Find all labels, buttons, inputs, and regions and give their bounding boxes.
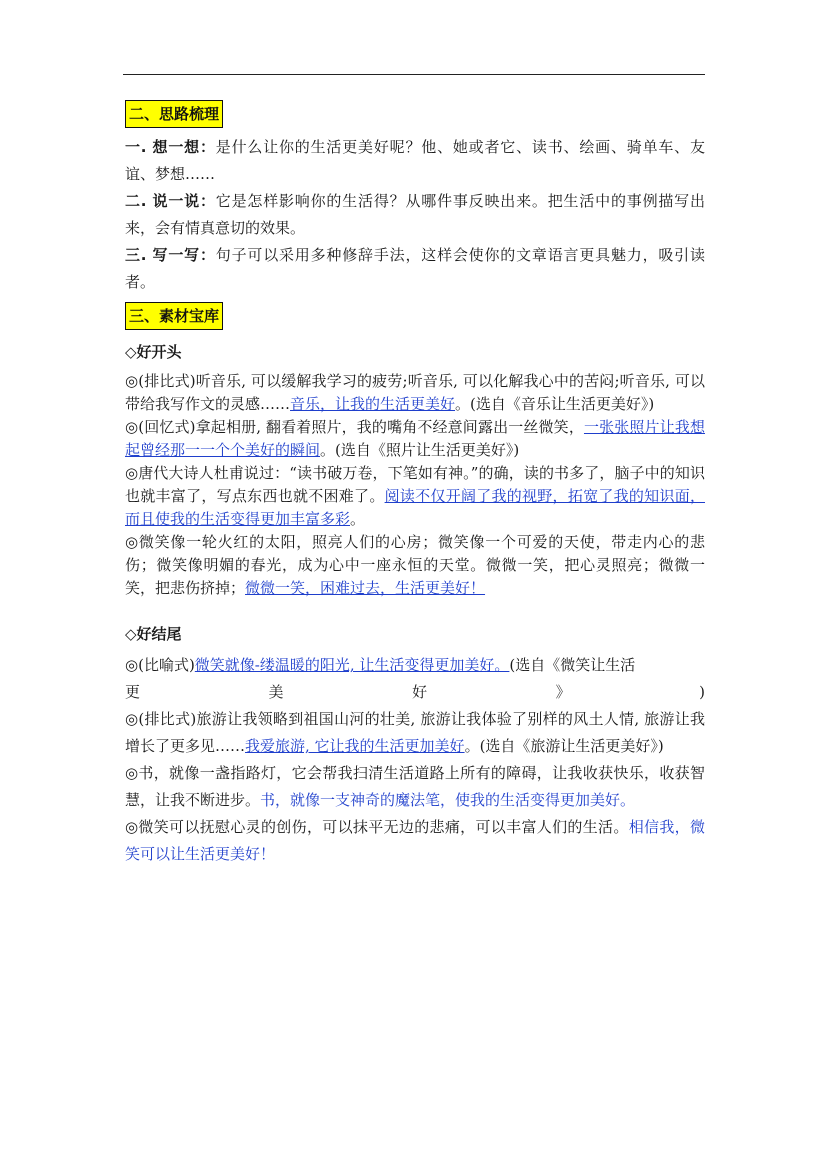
ending-paragraph-4: ◎微笑可以抚慰心灵的创伤，可以抹平无边的悲痛，可以丰富人们的生活。相信我，微笑可以让生活更美好！ [125,818,705,863]
ending-paragraph-3: ◎书，就像一盏指路灯，它会帮我扫清生活道路上所有的障碍，让我收获快乐，收获智慧，让我不断进步。书，就像一支神奇的魔法笔，使我的生活变得更加美好。 [125,764,705,809]
opening-paragraph-1: ◎(排比式)听音乐, 可以缓解我学习的疲劳;听音乐, 可以化解我心中的苦闷;听音乐, 可以带给我写作文的灵感……音乐，让我的生活更美好。(选自《音乐让生活更美好》) [125,372,705,413]
ending-paragraph-2: ◎(排比式)旅游让我领略到祖国山河的壮美, 旅游让我体验了别样的风土人情, 旅游让我增长了更多见……我爱旅游, 它让我的生活更加美好。(选自《旅游让生活更美好》) [125,710,705,755]
good-opening-title: ◇好开头 [125,343,182,361]
section-heading-outline: 二、思路梳理 [125,100,223,128]
good-ending-title: ◇好结尾 [125,625,182,643]
say-item [125,188,705,242]
ending-paragraph-1-line2: 更 美 好 》 ) [125,683,705,701]
ending-link-1[interactable]: 微笑就像-缕温暖的阳光, 让生活变得更加美好。 [194,656,510,674]
opening-link-2[interactable]: 一张张照片让我想起曾经那一一个个美好的瞬间 [125,418,705,459]
think-text: 是什么让你的生活更美好呢？他、她或者它、读书、绘画、骑单车、友谊、梦想…… [125,138,705,183]
write-label: 三. 写一写： [125,246,216,264]
opening-paragraph-2: ◎(回忆式)拿起相册, 翻看着照片，我的嘴角不经意间露出一丝微笑，一张张照片让我想起曾经那一一个个美好的瞬间。(选自《照片让生活更美好》) [125,418,705,459]
opening-paragraph-3: ◎唐代大诗人杜甫说过：“读书破万卷，下笔如有神。”的确，读的书多了，脑子中的知识也就丰富了，写点东西也就不困难了。阅读不仅开阔了我的视野，拓宽了我的知识面，而且使我的生活变得更加丰富多彩。 [125,464,705,528]
think-item [125,134,705,188]
opening-link-1[interactable]: 音乐，让我的生活更美好 [290,395,456,413]
opening-link-4[interactable]: 微微一笑，困难过去，生活更美好！ [245,579,486,597]
ending-highlight-4: 相信我，微笑可以让生活更美好！ [125,818,705,863]
ending-paragraph-1: ◎(比喻式)微笑就像-缕温暖的阳光, 让生活变得更加美好。(选自《微笑让生活 [125,656,636,674]
say-label: 二. 说一说： [125,192,216,210]
document-body [125,100,705,868]
ending-highlight-3: 书，就像一支神奇的魔法笔，使我的生活变得更加美好。 [260,791,636,809]
write-text: 句子可以采用多种修辞手法，这样会使你的文章语言更具魅力，吸引读者。 [125,246,705,291]
say-text: 它是怎样影响你的生活得？从哪件事反映出来。把生活中的事例描写出来，会有情真意切的效果。 [125,192,705,237]
think-label: 一. 想一想： [125,138,216,156]
opening-paragraph-4: ◎微笑像一轮火红的太阳，照亮人们的心房；微笑像一个可爱的天使，带走内心的悲伤；微笑像明媚的春光，成为心中一座永恒的天堂。微微一笑，把心灵照亮；微微一笑，把悲伤挤掉；微微一笑，困难过去，生活更美好！ [125,533,705,597]
write-item [125,242,705,296]
opening-link-3[interactable]: 阅读不仅开阔了我的视野，拓宽了我的知识面，而且使我的生活变得更加丰富多彩 [125,487,705,528]
header-rule [123,74,705,75]
ending-link-2[interactable]: 我爱旅游, 它让我的生活更加美好 [245,737,465,755]
section-heading-materials: 三、素材宝库 [125,302,223,330]
